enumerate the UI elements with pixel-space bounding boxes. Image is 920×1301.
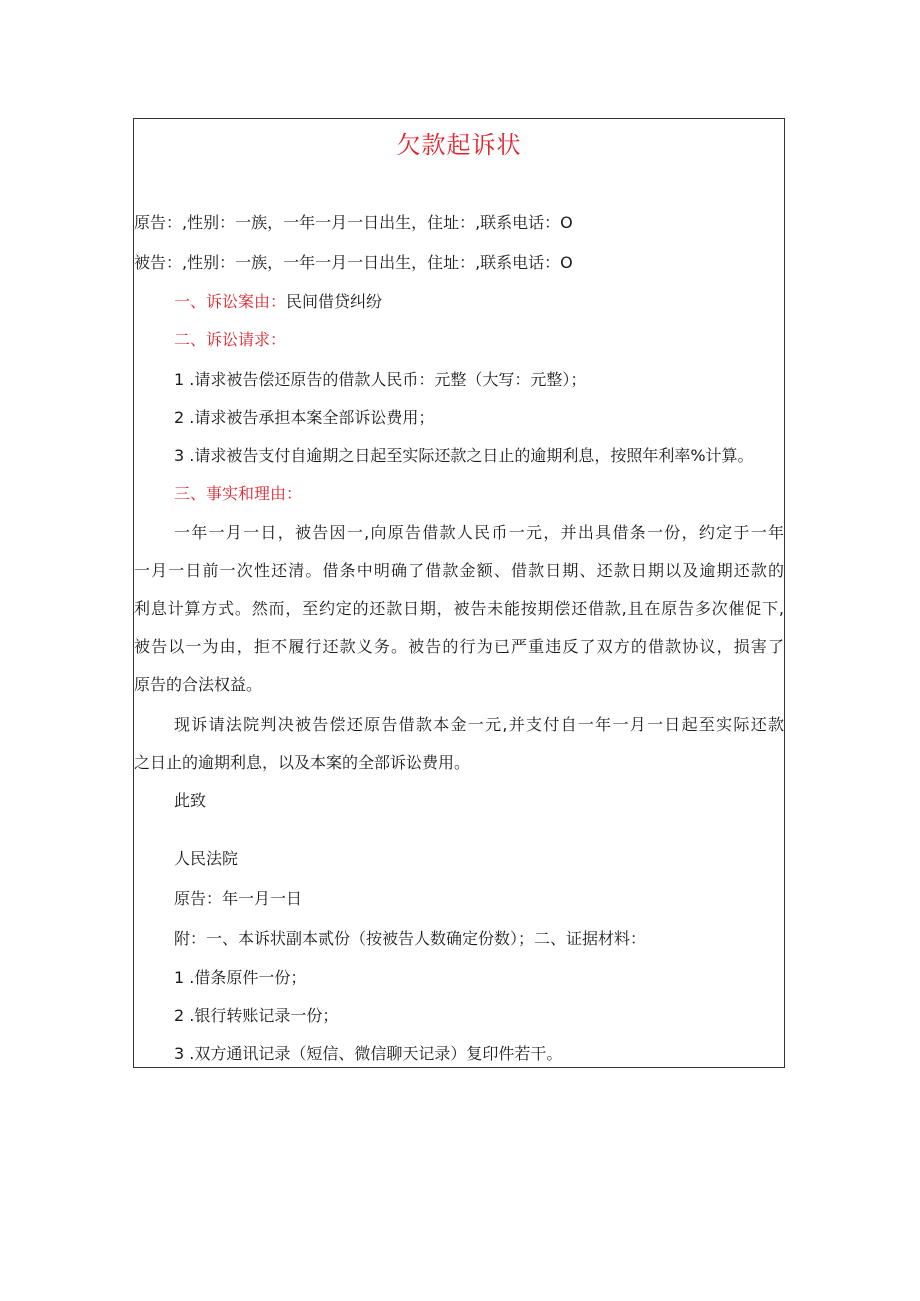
section-cause-heading: 一、诉讼案由： (174, 292, 287, 311)
section-claims-heading: 二、诉讼请求： (174, 330, 287, 349)
request-line-2: 之日止的逾期利息，以及本案的全部诉讼费用。 (134, 753, 471, 772)
attachment-item-1: 1 .借条原件一份； (174, 968, 307, 987)
document-title: 欠款起诉状 (396, 131, 522, 159)
attachment-item-3: 3 .双方通讯记录（短信、微信聊天记录）复印件若干。 (174, 1044, 563, 1063)
closing-court: 人民法院 (174, 849, 239, 868)
attachments-header: 附：一、本诉状副本贰份（按被告人数确定份数）；二、证据材料： (174, 929, 647, 948)
claim-item-2: 2 .请求被告承担本案全部诉讼费用； (174, 408, 435, 427)
facts-line-1: 一年一月一日，被告因一,向原告借款人民币一元，并出具借条一份，约定于一年 (174, 523, 784, 542)
facts-line-3: 利息计算方式。然而，至约定的还款日期，被告未能按期偿还借款,且在原告多次催促下, (134, 599, 784, 618)
attachment-item-2: 2 .银行转账记录一份； (174, 1006, 339, 1025)
request-line-1: 现诉请法院判决被告偿还原告借款本金一元,并支付自一年一月一日起至实际还款 (174, 715, 784, 734)
section-cause-value: 民间借贷纠纷 (286, 292, 383, 311)
closing-salute: 此致 (174, 791, 207, 810)
facts-line-5: 原告的合法权益。 (134, 675, 263, 694)
defendant-line: 被告：,性别：一族，一年一月一日出生，住址：,联系电话：O (134, 253, 573, 272)
claim-item-3: 3 .请求被告支付自逾期之日起至实际还款之日止的逾期利息，按照年利率%计算。 (174, 446, 754, 465)
section-cause (174, 291, 382, 313)
claim-item-1: 1 .请求被告偿还原告的借款人民币：元整（大写：元整）； (174, 370, 587, 389)
section-facts-heading: 三、事实和理由： (174, 484, 303, 503)
closing-signature: 原告：年一月一日 (174, 889, 303, 908)
document-frame (133, 118, 785, 1068)
plaintiff-line: 原告：,性别：一族，一年一月一日出生，住址：,联系电话：O (134, 213, 573, 232)
facts-line-2: 一月一日前一次性还清。借条中明确了借款金额、借款日期、还款日期以及逾期还款的 (134, 561, 784, 580)
facts-line-4: 被告以一为由，拒不履行还款义务。被告的行为已严重违反了双方的借款协议，损害了 (134, 637, 784, 656)
